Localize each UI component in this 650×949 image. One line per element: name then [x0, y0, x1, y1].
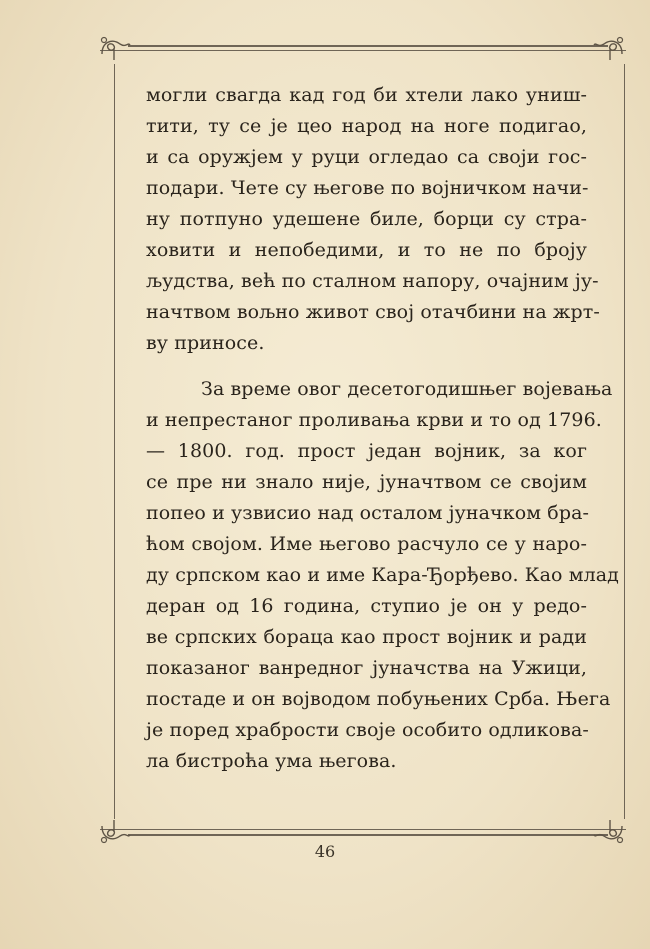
text-line: деран од 16 година, ступио је он у редо- — [146, 595, 587, 617]
frame-left-rule — [114, 64, 115, 819]
text-line: и са оружјем у руци огледао са своји гос- — [146, 146, 587, 168]
text-line: је поред храбрости своје особито одликова- — [146, 719, 589, 741]
text-line: начтвом вољно живот свој отачбини на жрт- — [146, 301, 600, 323]
frame-bottom-rule — [128, 834, 608, 836]
text-line: могли свагда кад год би хтели лако униш- — [146, 84, 587, 106]
text-line: ховити и непобедими, и то не по броју — [146, 239, 587, 261]
paragraph-gap — [146, 359, 587, 374]
frame-right-rule — [624, 64, 625, 819]
text-line: ву приносе. — [146, 332, 265, 354]
text-line: подари. Чете су његове по војничком начи- — [146, 177, 589, 199]
text-line: постаде и он војводом побуњених Срба. Њега — [146, 688, 611, 710]
text-line: показаног ванредног јуначства на Ужици, — [146, 657, 587, 679]
text-line: и непрестаног проливања крви и то од 1796. — [146, 409, 602, 431]
text-line: се пре ни знало није, јуначтвом се својим — [146, 471, 587, 493]
frame-top-rule — [128, 45, 608, 47]
body-text — [146, 80, 619, 777]
text-line: ла бистрoћа ума његова. — [146, 750, 397, 772]
text-line: људства, већ по сталном напору, очајним ју- — [146, 270, 599, 292]
paragraph — [146, 80, 600, 359]
paragraph — [146, 374, 619, 777]
frame-bottom-inner-rule — [100, 829, 626, 830]
text-line: ћом својом. Име његово расчуло се у наро- — [146, 533, 587, 555]
text-line: тити, ту се је цео народ на ноге подигао, — [146, 115, 587, 137]
text-line: ну потпуно удешене биле, борци су стра- — [146, 208, 587, 230]
frame-top-inner-rule — [100, 50, 626, 51]
text-line: ду српском као и име Кара-Ђорђево. Као млад — [146, 564, 619, 586]
text-line: За време овог десетогодишњег војевања — [201, 378, 613, 400]
corner-ornament-icon — [592, 34, 626, 60]
text-line: — 1800. год. прост један војник, за ког — [146, 440, 587, 462]
text-line: попео и узвисио над осталом јуначком бра- — [146, 502, 590, 524]
corner-ornament-icon — [98, 34, 132, 60]
page-number: 46 — [314, 842, 336, 861]
text-line: ве српских бораца као прост војник и ради — [146, 626, 587, 648]
